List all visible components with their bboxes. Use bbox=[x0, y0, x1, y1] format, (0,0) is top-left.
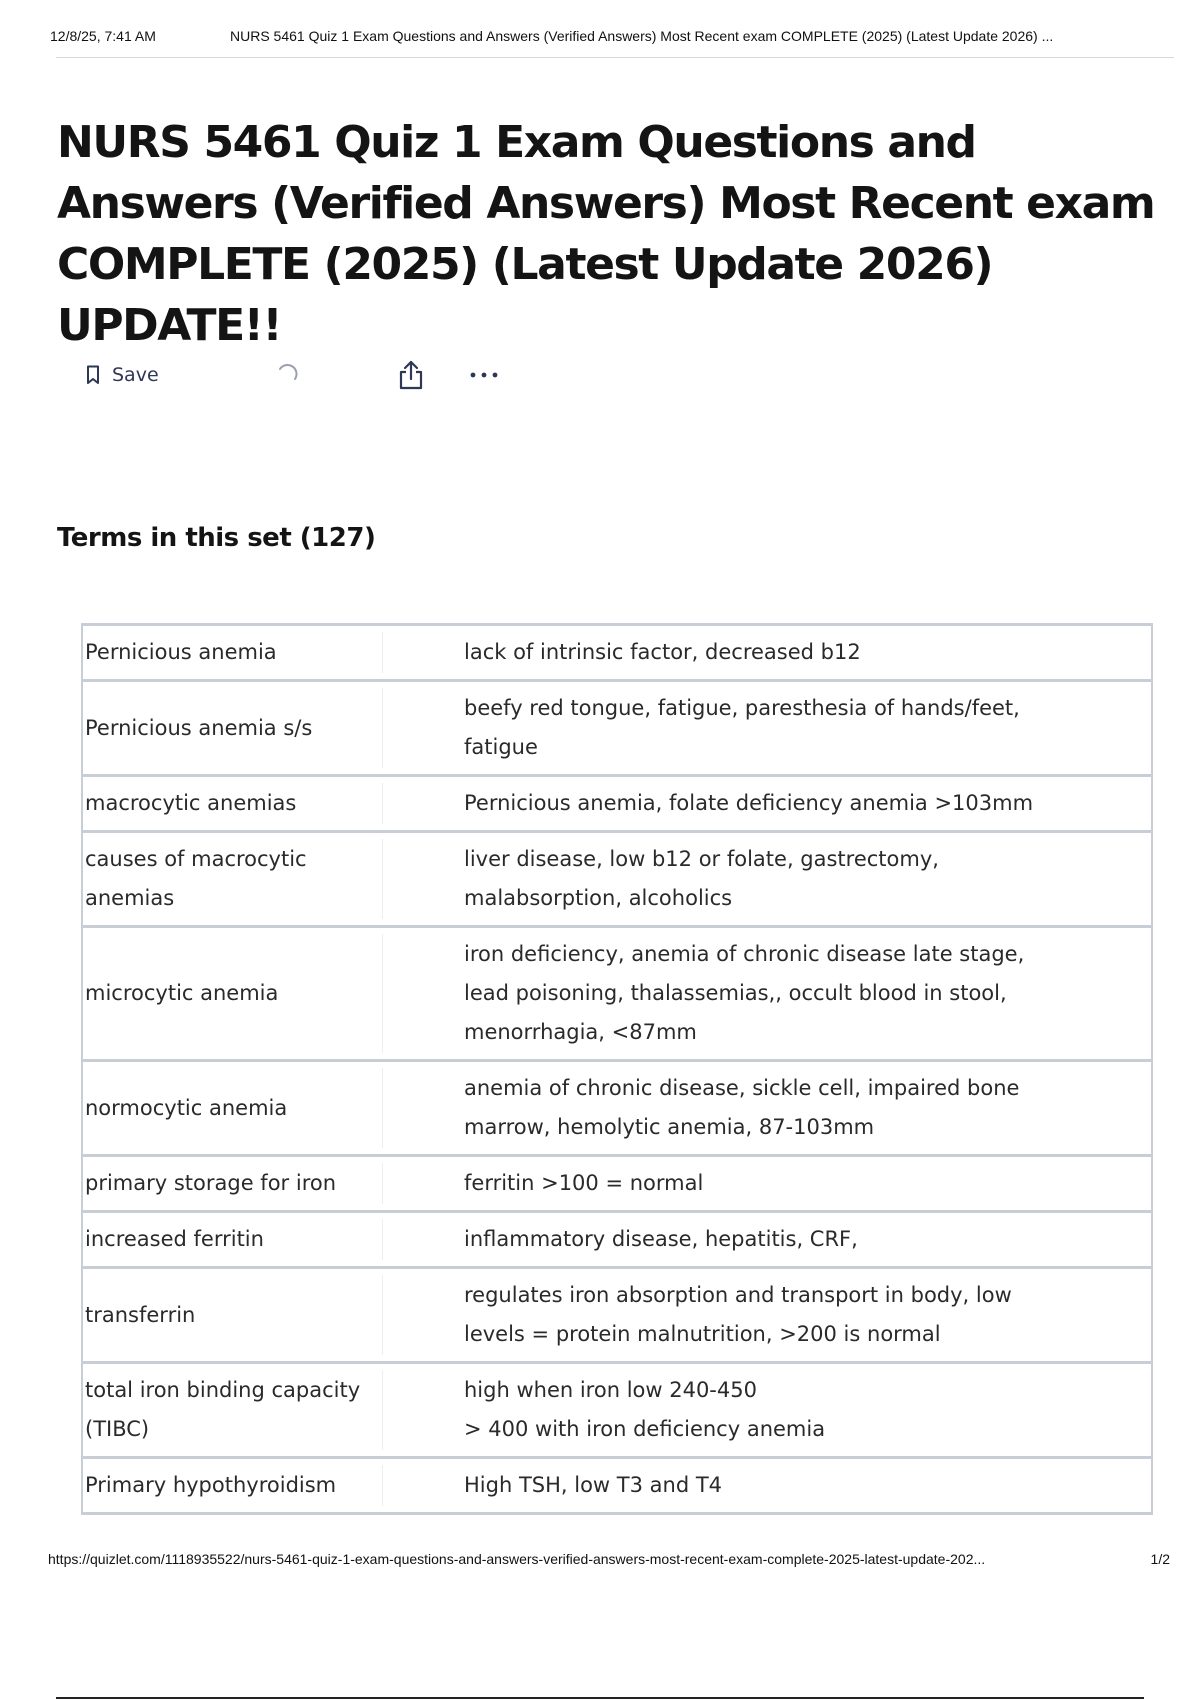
term-text: causes of macrocytic anemias bbox=[82, 832, 382, 927]
loading-icon bbox=[276, 363, 300, 392]
print-header bbox=[50, 28, 1176, 44]
definition-line: ferritin >100 = normal bbox=[464, 1171, 704, 1195]
definition-line: lead poisoning, thalassemias,, occult blood in stool, bbox=[464, 981, 1007, 1005]
definition-line: Pernicious anemia, folate deficiency anemia >103mm bbox=[464, 791, 1034, 815]
definition-line: High TSH, low T3 and T4 bbox=[464, 1473, 723, 1497]
more-icon bbox=[469, 370, 499, 380]
print-date: 12/8/25, 7:41 AM bbox=[50, 28, 156, 44]
term-row bbox=[82, 1458, 1152, 1514]
definition-line: beefy red tongue, fatigue, paresthesia of hands/feet, bbox=[464, 696, 1020, 720]
print-url: https://quizlet.com/1118935522/nurs-5461-quiz-1-exam-questions-and-answers-verified-answers-most-recent-exam-complete-2025-latest-update-202... bbox=[48, 1551, 986, 1567]
term-row bbox=[82, 1061, 1152, 1156]
definition-cell bbox=[382, 927, 1152, 1061]
page-title: NURS 5461 Quiz 1 Exam Questions and Answers (Verified Answers) Most Recent exam COMPLETE (2025) (Latest Update 2026) UPDATE!! bbox=[57, 117, 1155, 351]
definition-line: > 400 with iron deficiency anemia bbox=[464, 1417, 826, 1441]
definition-line: levels = protein malnutrition, >200 is normal bbox=[464, 1322, 941, 1346]
share-button[interactable] bbox=[398, 360, 424, 393]
bookmark-icon bbox=[86, 365, 100, 385]
definition-cell bbox=[382, 776, 1152, 832]
print-doc-title: NURS 5461 Quiz 1 Exam Questions and Answers (Verified Answers) Most Recent exam COMPLETE (2025) (Latest Update 2026) ... bbox=[230, 28, 1054, 44]
definition-cell bbox=[382, 1363, 1152, 1458]
term-row bbox=[82, 1363, 1152, 1458]
term-text: transferrin bbox=[82, 1268, 382, 1363]
term-text: primary storage for iron bbox=[82, 1156, 382, 1212]
more-options-button[interactable] bbox=[469, 360, 499, 390]
term-text: Pernicious anemia s/s bbox=[82, 681, 382, 776]
definition-line: malabsorption, alcoholics bbox=[464, 886, 733, 910]
term-text: macrocytic anemias bbox=[82, 776, 382, 832]
definition-cell bbox=[382, 1061, 1152, 1156]
set-toolbar bbox=[86, 360, 506, 390]
definition-line: inflammatory disease, hepatitis, CRF, bbox=[464, 1227, 858, 1251]
definition-cell bbox=[382, 1212, 1152, 1268]
share-icon bbox=[398, 360, 424, 390]
term-text: microcytic anemia bbox=[82, 927, 382, 1061]
definition-line: marrow, hemolytic anemia, 87-103mm bbox=[464, 1115, 875, 1139]
term-text: normocytic anemia bbox=[82, 1061, 382, 1156]
definition-cell bbox=[382, 1156, 1152, 1212]
term-row bbox=[82, 681, 1152, 776]
header-divider bbox=[56, 57, 1174, 58]
terms-heading: Terms in this set (127) bbox=[57, 523, 376, 553]
definition-line: menorrhagia, <87mm bbox=[464, 1020, 697, 1044]
definition-line: high when iron low 240-450 bbox=[464, 1378, 757, 1402]
definition-line: anemia of chronic disease, sickle cell, impaired bone bbox=[464, 1076, 1020, 1100]
term-row bbox=[82, 1268, 1152, 1363]
definition-line: lack of intrinsic factor, decreased b12 bbox=[464, 640, 861, 664]
definition-cell bbox=[382, 625, 1152, 681]
print-footer bbox=[48, 1551, 1178, 1567]
term-text: total iron binding capacity (TIBC) bbox=[82, 1363, 382, 1458]
definition-line: regulates iron absorption and transport in body, low bbox=[464, 1283, 1012, 1307]
bottom-divider bbox=[56, 1697, 1144, 1699]
term-text: Pernicious anemia bbox=[82, 625, 382, 681]
save-label: Save bbox=[112, 364, 159, 386]
term-row bbox=[82, 1212, 1152, 1268]
term-text: increased ferritin bbox=[82, 1212, 382, 1268]
save-button[interactable] bbox=[86, 360, 159, 390]
term-row bbox=[82, 625, 1152, 681]
definition-cell bbox=[382, 1458, 1152, 1514]
terms-table bbox=[81, 623, 1153, 1515]
page-number: 1/2 bbox=[1150, 1551, 1170, 1567]
definition-cell bbox=[382, 681, 1152, 776]
definition-line: iron deficiency, anemia of chronic disease late stage, bbox=[464, 942, 1025, 966]
term-row bbox=[82, 832, 1152, 927]
term-row bbox=[82, 776, 1152, 832]
definition-line: fatigue bbox=[464, 735, 538, 759]
term-text: Primary hypothyroidism bbox=[82, 1458, 382, 1514]
definition-cell bbox=[382, 832, 1152, 927]
term-row bbox=[82, 1156, 1152, 1212]
definition-cell bbox=[382, 1268, 1152, 1363]
term-row bbox=[82, 927, 1152, 1061]
definition-line: liver disease, low b12 or folate, gastrectomy, bbox=[464, 847, 939, 871]
